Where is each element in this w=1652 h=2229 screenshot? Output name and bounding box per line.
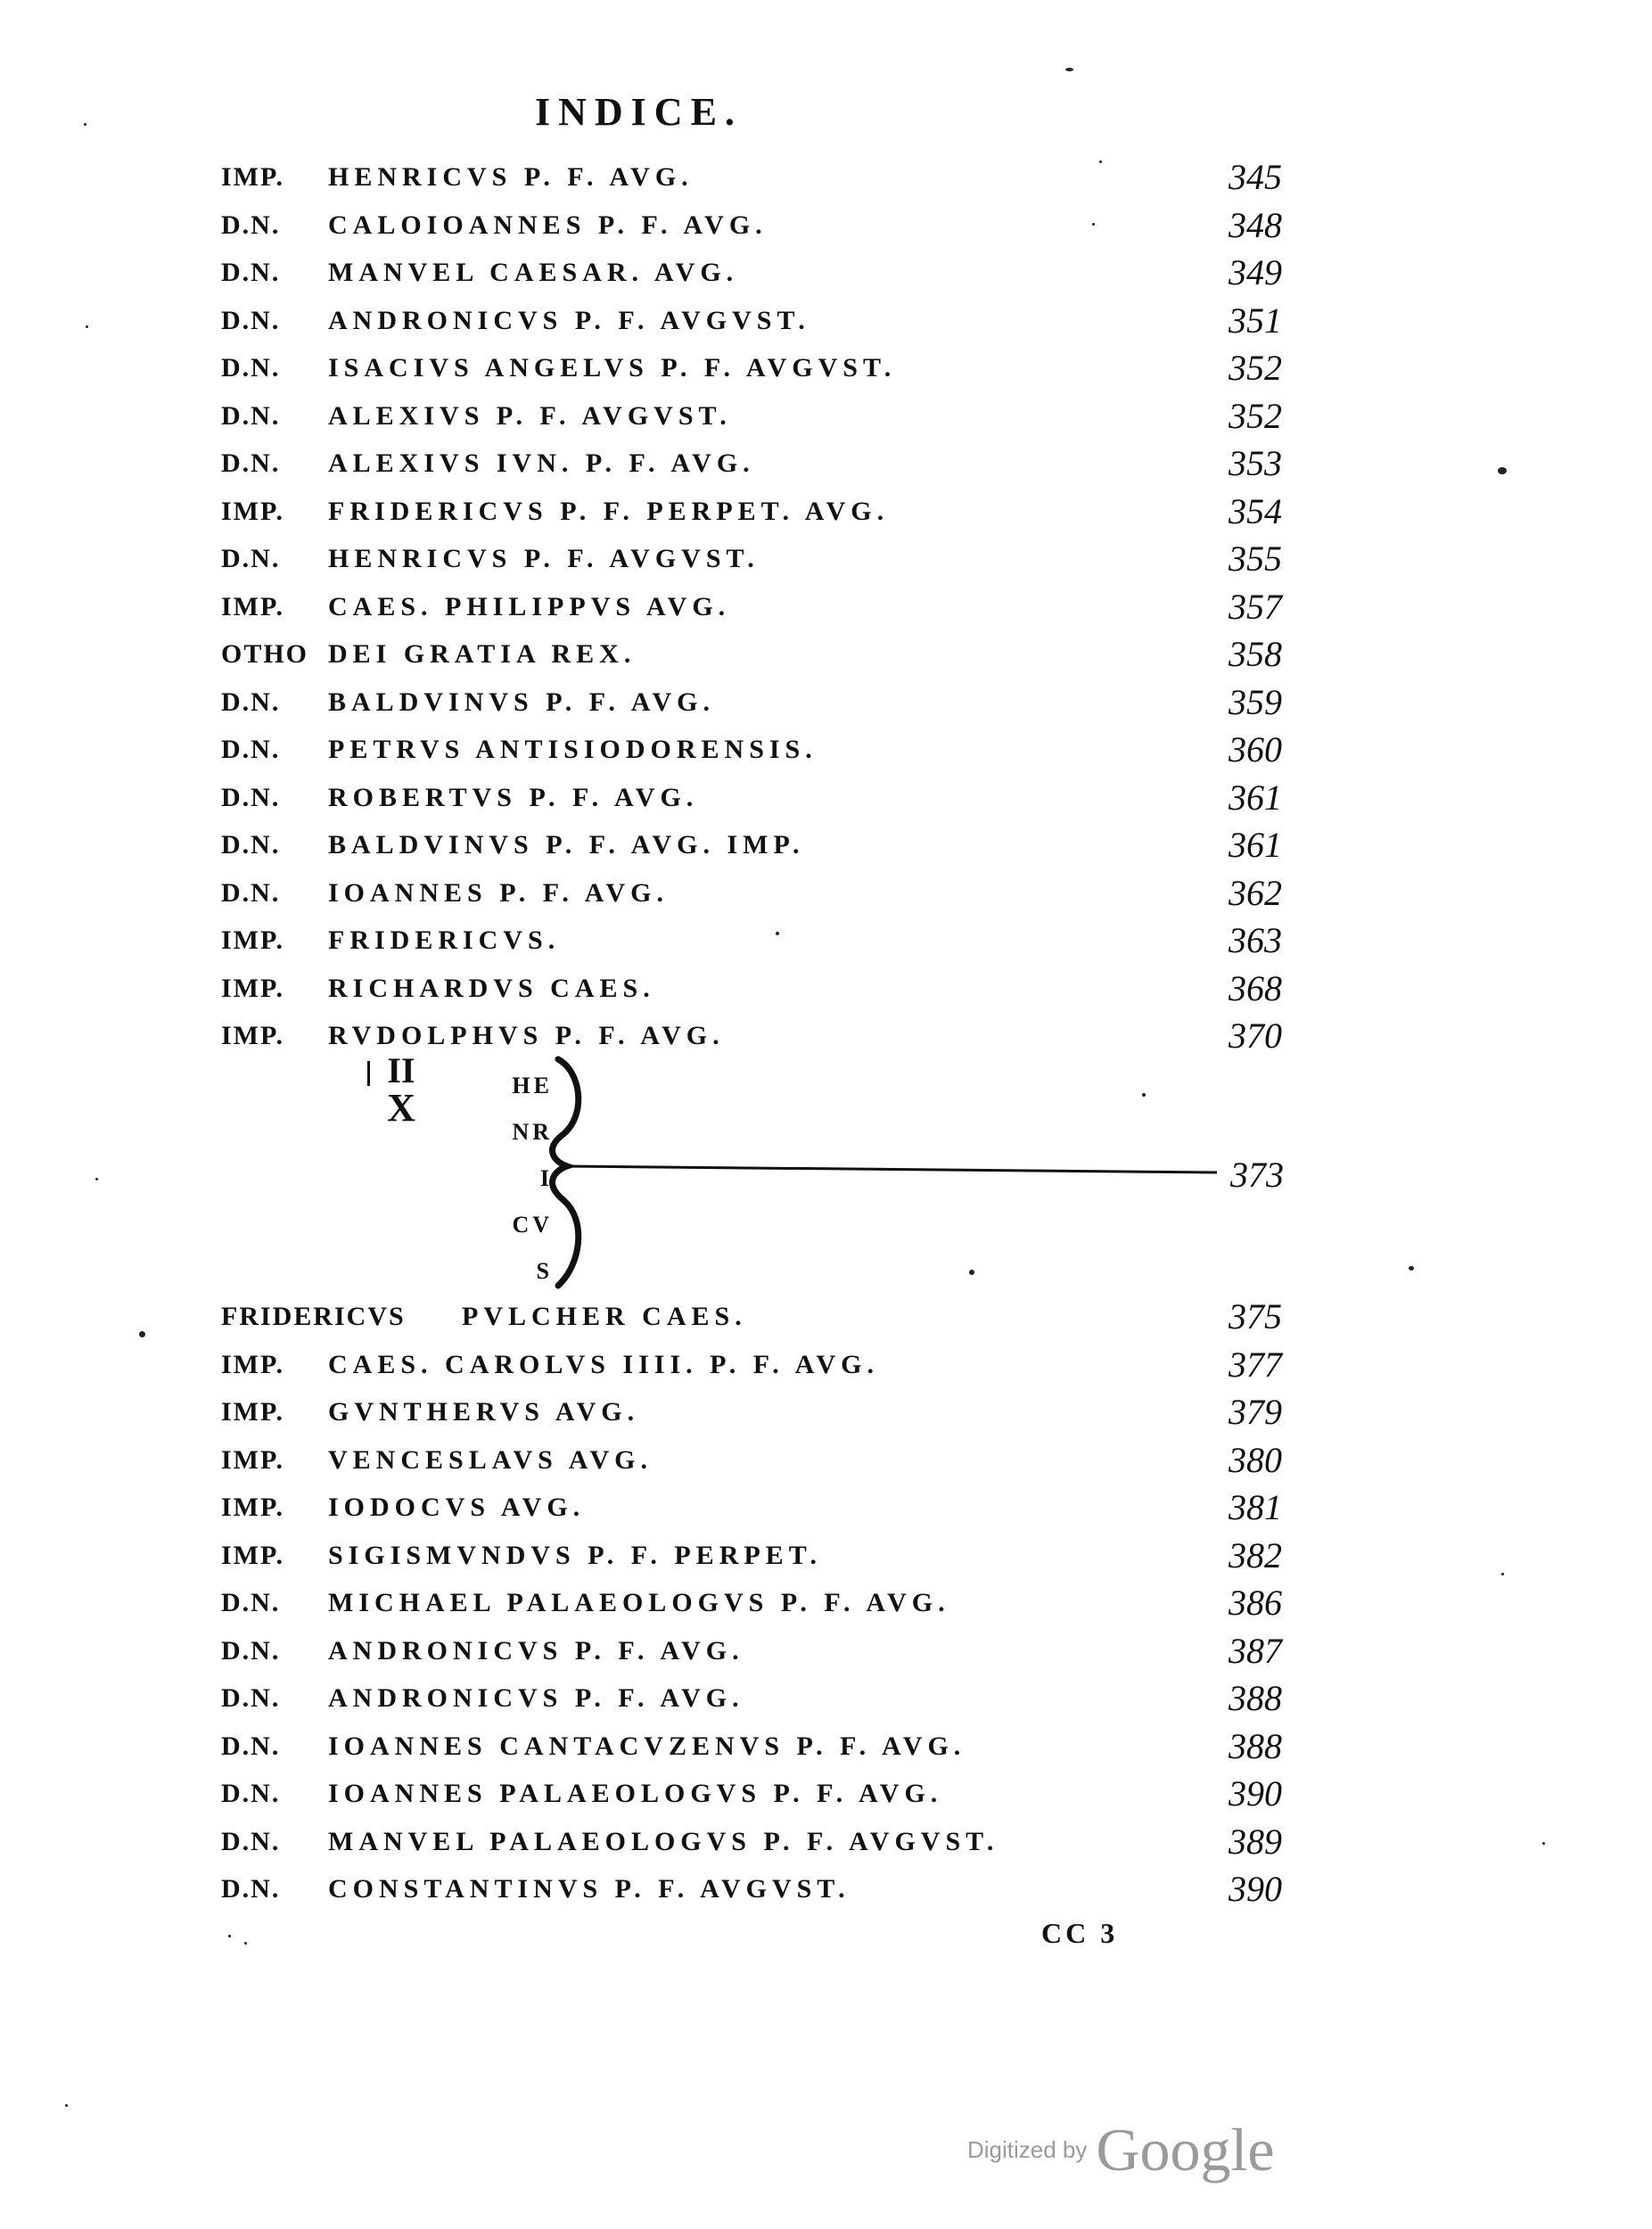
page-number: 377 <box>1229 1344 1282 1385</box>
print-speck <box>1542 1842 1545 1845</box>
henricus-entry <box>357 1052 1284 1293</box>
print-speck <box>1501 1573 1504 1575</box>
print-speck <box>84 123 86 126</box>
print-speck <box>86 325 88 328</box>
entry-name: ROBERTVS P. F. AVG. <box>328 782 699 812</box>
entry-prefix: D.N. <box>221 877 281 908</box>
entry-name: SIGISMVNDVS P. F. PERPET. <box>328 1540 822 1570</box>
entry-prefix: D.N. <box>221 305 281 335</box>
page-number: 357 <box>1229 586 1282 627</box>
entry-name: IOANNES CANTACVZENVS P. F. AVG. <box>328 1731 966 1761</box>
entry-name: BALDVINVS P. F. AVG. <box>328 687 715 717</box>
page-number: 348 <box>1229 204 1282 245</box>
page-title: INDICE. <box>535 90 743 134</box>
name-syllable: CV <box>512 1212 553 1238</box>
index-entry <box>221 583 1282 631</box>
entry-prefix: D.N. <box>221 258 281 287</box>
entry-name: HENRICVS P. F. AVG. <box>328 162 694 192</box>
print-speck <box>776 932 779 935</box>
page-number: 363 <box>1229 920 1282 960</box>
page-number: 381 <box>1229 1487 1282 1527</box>
page-number: 352 <box>1229 348 1282 388</box>
entry-prefix: IMP. <box>221 1021 285 1050</box>
entry-prefix: D.N. <box>221 1779 281 1808</box>
page-number: 387 <box>1229 1630 1282 1671</box>
index-entry <box>221 344 1282 392</box>
page-number: 362 <box>1229 872 1282 913</box>
page-number: 355 <box>1229 539 1282 579</box>
page-number: 379 <box>1229 1392 1282 1432</box>
page-number: 382 <box>1229 1534 1282 1575</box>
page-number: 389 <box>1229 1821 1282 1862</box>
index-entry <box>221 679 1282 727</box>
index-entry <box>221 1865 1282 1913</box>
entry-prefix: D.N. <box>221 448 281 478</box>
entry-name: VENCESLAVS AVG. <box>328 1444 653 1475</box>
google-logo: Google <box>1096 2116 1275 2184</box>
entry-prefix: IMP. <box>221 496 285 526</box>
index-entry <box>221 965 1282 1013</box>
page-number: 373 <box>1230 1155 1284 1195</box>
index-entry <box>221 1436 1282 1485</box>
entry-name: IOANNES PALAEOLOGVS P. F. AVG. <box>328 1779 943 1808</box>
entry-name: IODOCVS AVG. <box>328 1493 586 1522</box>
print-speck <box>139 1331 145 1337</box>
entry-prefix: OTHO <box>221 639 309 669</box>
signature-mark: CC 3 <box>1041 1917 1119 1949</box>
print-speck <box>1092 223 1095 226</box>
entry-name: FRIDERICVS P. F. PERPET. AVG. <box>328 496 890 526</box>
brace-and-leader <box>357 1052 1284 1293</box>
entry-name: ISACIVS ANGELVS P. F. AVGVST. <box>328 353 897 382</box>
regnal-number-bottom: X <box>387 1086 415 1130</box>
index-list-bottom <box>221 1293 1282 1913</box>
index-entry <box>221 726 1282 774</box>
index-entry <box>221 774 1282 822</box>
entry-name: ALEXIVS IVN. P. F. AVG. <box>328 448 755 478</box>
entry-prefix: D.N. <box>221 735 281 764</box>
print-speck <box>1065 68 1073 71</box>
entry-prefix: IMP. <box>221 973 285 1003</box>
entry-prefix: IMP. <box>221 925 285 955</box>
index-entry <box>221 1293 1282 1341</box>
page-number: 353 <box>1229 443 1282 483</box>
regnal-number-top: II <box>387 1050 415 1090</box>
print-speck <box>65 2104 68 2107</box>
index-entry <box>221 869 1282 917</box>
entry-prefix: D.N. <box>221 1588 281 1617</box>
curly-brace <box>553 1059 579 1286</box>
index-entry <box>221 535 1282 583</box>
entry-prefix: D.N. <box>221 830 281 860</box>
entry-name: GVNTHERVS AVG. <box>328 1397 640 1427</box>
index-entry <box>221 1388 1282 1436</box>
index-entry <box>221 440 1282 488</box>
entry-name: CALOIOANNES P. F. AVG. <box>328 210 768 240</box>
page-number: 370 <box>1229 1016 1282 1056</box>
entry-prefix: D.N. <box>221 353 281 382</box>
print-speck <box>244 1942 247 1945</box>
entry-prefix: IMP. <box>221 1397 285 1427</box>
entry-prefix: IMP. <box>221 162 285 192</box>
print-speck <box>1409 1266 1414 1271</box>
index-entry <box>221 1723 1282 1771</box>
entry-prefix: D.N. <box>221 400 281 431</box>
entry-prefix: D.N. <box>221 1635 281 1666</box>
page-number: 390 <box>1229 1869 1282 1909</box>
index-entry <box>221 488 1282 536</box>
entry-name: CAES. CAROLVS IIII. P. F. AVG. <box>328 1349 879 1379</box>
page-number: 352 <box>1229 395 1282 436</box>
index-entry <box>221 917 1282 965</box>
print-speck <box>1099 160 1102 163</box>
entry-prefix: D.N. <box>221 782 281 812</box>
page-number: 361 <box>1229 777 1282 818</box>
entry-name: HENRICVS P. F. AVGVST. <box>328 544 760 573</box>
entry-prefix: D.N. <box>221 1874 281 1904</box>
entry-name: ALEXIVS P. F. AVGVST. <box>328 400 732 431</box>
index-entry <box>221 1579 1282 1627</box>
watermark-prefix: Digitized by <box>967 2136 1088 2163</box>
entry-prefix: IMP. <box>221 591 285 621</box>
index-entry <box>221 153 1282 202</box>
entry-name: CAES. PHILIPPVS AVG. <box>328 591 731 621</box>
page-number: 359 <box>1229 681 1282 722</box>
entry-name: IOANNES P. F. AVG. <box>328 877 669 908</box>
entry-name: MICHAEL PALAEOLOGVS P. F. AVG. <box>328 1588 950 1617</box>
print-speck <box>969 1270 974 1275</box>
index-entry <box>221 1627 1282 1675</box>
index-entry <box>221 1484 1282 1532</box>
index-entry <box>221 1532 1282 1580</box>
entry-name: BALDVINVS P. F. AVG. IMP. <box>328 830 805 860</box>
entry-prefix: IMP. <box>221 1540 285 1570</box>
entry-prefix: D.N. <box>221 1826 281 1856</box>
index-entry <box>221 1341 1282 1389</box>
name-syllable: HE <box>512 1073 553 1098</box>
print-speck <box>228 1935 231 1937</box>
page-number: 375 <box>1229 1296 1282 1337</box>
entry-prefix: D.N. <box>221 210 281 240</box>
entry-name: PVLCHER CAES. <box>462 1302 747 1331</box>
name-syllable: I <box>539 1165 553 1191</box>
entry-prefix: IMP. <box>221 1493 285 1522</box>
name-syllable: S <box>536 1258 553 1284</box>
index-entry <box>221 392 1282 440</box>
entry-name: ANDRONICVS P. F. AVG. <box>328 1683 744 1713</box>
page-number: 390 <box>1229 1773 1282 1814</box>
page-number: 345 <box>1229 157 1282 197</box>
page-number: 388 <box>1229 1678 1282 1718</box>
entry-prefix: IMP. <box>221 1349 285 1379</box>
print-speck <box>95 1178 98 1180</box>
name-syllable: NR <box>512 1119 553 1145</box>
leader-line <box>567 1166 1217 1172</box>
index-entry <box>221 821 1282 869</box>
entry-name: MANVEL CAESAR. AVG. <box>328 258 739 287</box>
entry-prefix: IMP. <box>221 1444 285 1475</box>
page-number: 380 <box>1229 1439 1282 1480</box>
index-entry <box>221 297 1282 345</box>
index-entry <box>221 1674 1282 1723</box>
index-list-top <box>221 153 1282 1060</box>
entry-name: MANVEL PALAEOLOGVS P. F. AVGVST. <box>328 1826 999 1856</box>
index-entry <box>221 630 1282 679</box>
entry-name: RICHARDVS CAES. <box>328 973 655 1003</box>
entry-name: ANDRONICVS P. F. AVG. <box>328 1635 744 1666</box>
entry-name: RVDOLPHVS P. F. AVG. <box>328 1021 725 1050</box>
index-entry <box>221 1770 1282 1818</box>
page-number: 360 <box>1229 729 1282 769</box>
entry-name: ANDRONICVS P. F. AVGVST. <box>328 305 810 335</box>
index-entry <box>221 202 1282 250</box>
print-speck <box>1498 467 1507 474</box>
page-number: 361 <box>1229 825 1282 865</box>
entry-prefix: D.N. <box>221 1731 281 1761</box>
page-number: 388 <box>1229 1725 1282 1766</box>
page-number: 368 <box>1229 967 1282 1008</box>
entry-name: PETRVS ANTISIODORENSIS. <box>328 735 818 764</box>
digitized-watermark <box>967 2115 1275 2185</box>
page-number: 349 <box>1229 252 1282 292</box>
entry-name: FRIDERICVS. <box>328 925 561 955</box>
entry-prefix: D.N. <box>221 544 281 573</box>
page-number: 354 <box>1229 490 1282 531</box>
entry-name: CONSTANTINVS P. F. AVGVST. <box>328 1874 851 1904</box>
entry-prefix: D.N. <box>221 687 281 717</box>
page-number: 386 <box>1229 1583 1282 1623</box>
entry-prefix: FRIDERICVS <box>221 1302 406 1331</box>
index-entry <box>221 249 1282 297</box>
print-speck <box>1142 1093 1146 1097</box>
page-number: 358 <box>1229 634 1282 674</box>
entry-name: DEI GRATIA REX. <box>328 639 637 669</box>
page-number: 351 <box>1229 300 1282 341</box>
entry-prefix: D.N. <box>221 1683 281 1713</box>
index-entry <box>221 1818 1282 1866</box>
